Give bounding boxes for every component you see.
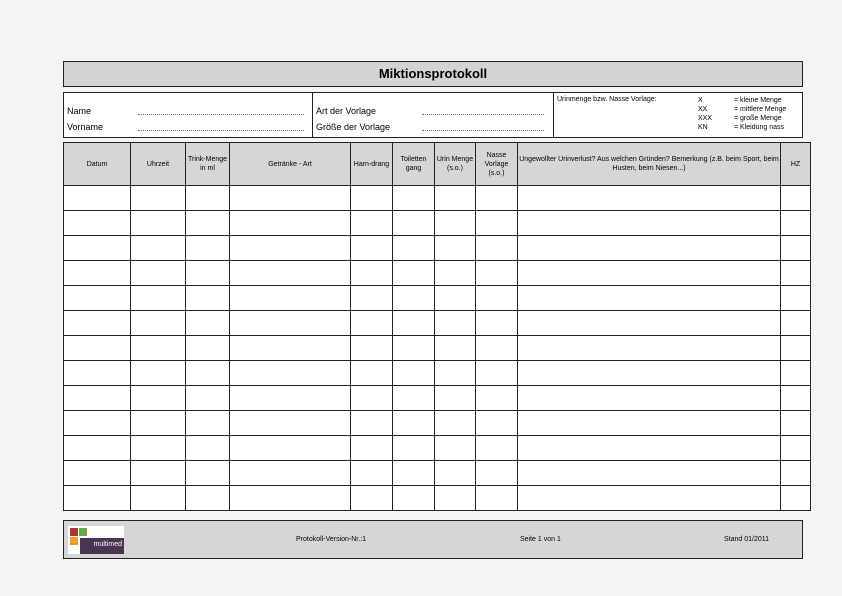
table-cell[interactable] (476, 436, 518, 461)
table-cell[interactable] (476, 461, 518, 486)
table-cell[interactable] (476, 236, 518, 261)
column-header: Harn-drang (351, 143, 393, 186)
table-cell[interactable] (435, 411, 476, 436)
legend-desc: = große Menge (734, 115, 782, 122)
table-cell[interactable] (393, 361, 435, 386)
table-cell[interactable] (186, 386, 230, 411)
table-cell[interactable] (351, 436, 393, 461)
table-cell[interactable] (230, 411, 351, 436)
table-cell[interactable] (64, 211, 131, 236)
table-cell[interactable] (131, 311, 186, 336)
table-cell[interactable] (476, 336, 518, 361)
table-cell[interactable] (518, 311, 781, 336)
table-cell[interactable] (435, 486, 476, 511)
legend-desc: = kleine Menge (734, 97, 782, 104)
table-cell[interactable] (393, 386, 435, 411)
table-cell[interactable] (64, 336, 131, 361)
table-cell[interactable] (518, 411, 781, 436)
table-cell[interactable] (781, 461, 811, 486)
table-cell[interactable] (186, 361, 230, 386)
page-text: Seite 1 von 1 (520, 536, 561, 543)
table-cell[interactable] (64, 461, 131, 486)
vorname-field[interactable] (138, 122, 304, 131)
legend-code: XX (698, 106, 708, 113)
table-row (64, 361, 811, 386)
legend-code: X (698, 97, 703, 104)
table-cell[interactable] (435, 211, 476, 236)
table-cell[interactable] (64, 436, 131, 461)
page-title: Miktionsprotokoll (63, 61, 803, 87)
table-cell[interactable] (476, 211, 518, 236)
table-cell[interactable] (230, 261, 351, 286)
table-cell[interactable] (186, 486, 230, 511)
table-cell[interactable] (435, 186, 476, 211)
table-cell[interactable] (64, 236, 131, 261)
table-cell[interactable] (186, 186, 230, 211)
table-cell[interactable] (393, 261, 435, 286)
table-cell[interactable] (131, 436, 186, 461)
legend-desc: = Kleidung nass (734, 124, 785, 131)
multimed-logo (68, 526, 124, 554)
table-cell[interactable] (781, 236, 811, 261)
column-header: Nasse Vorlage (s.o.) (476, 143, 518, 186)
table-cell[interactable] (64, 411, 131, 436)
table-cell[interactable] (476, 286, 518, 311)
logo-square-icon (70, 537, 78, 545)
table-cell[interactable] (186, 461, 230, 486)
table-cell[interactable] (518, 461, 781, 486)
table-cell[interactable] (476, 311, 518, 336)
table-cell[interactable] (351, 186, 393, 211)
table-cell[interactable] (64, 186, 131, 211)
table-cell[interactable] (393, 286, 435, 311)
table-cell[interactable] (131, 386, 186, 411)
table-cell[interactable] (393, 236, 435, 261)
table-cell[interactable] (230, 236, 351, 261)
table-cell[interactable] (64, 286, 131, 311)
table-cell[interactable] (131, 361, 186, 386)
table-cell[interactable] (435, 361, 476, 386)
logo-square-icon (79, 528, 87, 536)
table-cell[interactable] (781, 311, 811, 336)
table-cell[interactable] (781, 386, 811, 411)
table-cell[interactable] (476, 261, 518, 286)
table-cell[interactable] (131, 186, 186, 211)
table-cell[interactable] (781, 286, 811, 311)
table-cell[interactable] (435, 311, 476, 336)
table-cell[interactable] (781, 261, 811, 286)
table-cell[interactable] (351, 336, 393, 361)
table-cell[interactable] (230, 211, 351, 236)
legend-code: KN (698, 124, 708, 131)
legend-item (698, 96, 786, 105)
column-header: Toiletten gang (393, 143, 435, 186)
table-cell[interactable] (131, 286, 186, 311)
logo-text: multimed (80, 538, 124, 554)
table-cell[interactable] (351, 386, 393, 411)
table-cell[interactable] (393, 436, 435, 461)
table-cell[interactable] (351, 261, 393, 286)
table-cell[interactable] (476, 186, 518, 211)
name-label: Name (67, 106, 92, 116)
table-cell[interactable] (230, 286, 351, 311)
table-cell[interactable] (64, 486, 131, 511)
column-header: Urin Menge (s.o.) (435, 143, 476, 186)
table-cell[interactable] (351, 361, 393, 386)
legend-code: XXX (698, 115, 713, 122)
column-header: HZ (781, 143, 811, 186)
logo-square-icon (70, 528, 78, 536)
table-cell[interactable] (518, 336, 781, 361)
table-cell[interactable] (230, 361, 351, 386)
column-header: Getränke - Art (230, 143, 351, 186)
groesse-field[interactable] (422, 122, 544, 131)
table-cell[interactable] (131, 336, 186, 361)
table-cell[interactable] (781, 186, 811, 211)
art-field[interactable] (422, 106, 544, 115)
table-cell[interactable] (435, 436, 476, 461)
table-row (64, 436, 811, 461)
table-row (64, 186, 811, 211)
table-row (64, 461, 811, 486)
table-cell[interactable] (131, 261, 186, 286)
table-cell[interactable] (186, 286, 230, 311)
table-cell[interactable] (230, 486, 351, 511)
table-cell[interactable] (518, 211, 781, 236)
table-row (64, 261, 811, 286)
table-cell[interactable] (64, 261, 131, 286)
table-cell[interactable] (351, 486, 393, 511)
table-cell[interactable] (186, 261, 230, 286)
version-text: Protokoll-Version-Nr.:1 (296, 536, 367, 543)
table-cell[interactable] (351, 411, 393, 436)
table-cell[interactable] (781, 211, 811, 236)
table-cell[interactable] (781, 361, 811, 386)
table-cell[interactable] (64, 386, 131, 411)
table-cell[interactable] (435, 236, 476, 261)
miction-table (63, 142, 811, 511)
table-cell[interactable] (781, 411, 811, 436)
table-cell[interactable] (186, 236, 230, 261)
table-cell[interactable] (518, 436, 781, 461)
table-cell[interactable] (476, 486, 518, 511)
table-cell[interactable] (131, 211, 186, 236)
table-cell[interactable] (186, 411, 230, 436)
table-cell[interactable] (351, 211, 393, 236)
table-cell[interactable] (435, 336, 476, 361)
groesse-label: Größe der Vorlage (316, 122, 391, 132)
column-header: Ungewollter Urinverlust? Aus welchen Gründen? Bemerkung (z.B. beim Sport, beim Husten, beim Niesen...) (518, 143, 781, 186)
table-cell[interactable] (351, 236, 393, 261)
column-header: Uhrzeit (131, 143, 186, 186)
table-cell[interactable] (131, 236, 186, 261)
table-cell[interactable] (186, 311, 230, 336)
table-cell[interactable] (351, 286, 393, 311)
table-row (64, 236, 811, 261)
name-field[interactable] (138, 106, 304, 115)
table-cell[interactable] (435, 286, 476, 311)
table-cell[interactable] (230, 311, 351, 336)
table-cell[interactable] (351, 311, 393, 336)
table-cell[interactable] (393, 411, 435, 436)
table-cell[interactable] (230, 436, 351, 461)
table-cell[interactable] (476, 361, 518, 386)
table-cell[interactable] (518, 186, 781, 211)
table-cell[interactable] (435, 461, 476, 486)
table-cell[interactable] (131, 486, 186, 511)
table-cell[interactable] (393, 311, 435, 336)
table-cell[interactable] (518, 261, 781, 286)
table-cell[interactable] (435, 261, 476, 286)
table-row (64, 286, 811, 311)
table-cell[interactable] (393, 486, 435, 511)
legend-item (698, 105, 786, 114)
stand-text: Stand 01/2011 (724, 536, 770, 543)
table-row (64, 336, 811, 361)
table-cell[interactable] (64, 361, 131, 386)
table-cell[interactable] (518, 286, 781, 311)
table-row (64, 386, 811, 411)
table-cell[interactable] (518, 486, 781, 511)
table-cell[interactable] (518, 236, 781, 261)
table-cell[interactable] (781, 336, 811, 361)
table-cell[interactable] (230, 386, 351, 411)
column-header: Datum (64, 143, 131, 186)
table-row (64, 311, 811, 336)
table-cell[interactable] (781, 486, 811, 511)
legend-desc: = mittlere Menge (734, 106, 787, 113)
legend-item (698, 123, 786, 132)
table-cell[interactable] (518, 361, 781, 386)
table-cell[interactable] (781, 436, 811, 461)
table-cell[interactable] (186, 336, 230, 361)
table-cell[interactable] (230, 461, 351, 486)
table-cell[interactable] (518, 386, 781, 411)
table-cell[interactable] (393, 336, 435, 361)
table-cell[interactable] (393, 461, 435, 486)
vorname-label: Vorname (67, 122, 104, 132)
column-header: Trink-Menge in ml (186, 143, 230, 186)
art-label: Art der Vorlage (316, 106, 377, 116)
table-cell[interactable] (186, 211, 230, 236)
table-cell[interactable] (186, 436, 230, 461)
table-cell[interactable] (230, 336, 351, 361)
table-cell[interactable] (230, 186, 351, 211)
table-cell[interactable] (476, 386, 518, 411)
table-cell[interactable] (476, 411, 518, 436)
table-cell[interactable] (393, 186, 435, 211)
table-row (64, 211, 811, 236)
footer (63, 520, 803, 559)
table-cell[interactable] (131, 411, 186, 436)
patient-info-box (63, 92, 803, 138)
legend-item (698, 114, 786, 123)
table-cell[interactable] (64, 311, 131, 336)
table-cell[interactable] (351, 461, 393, 486)
legend-title: Urinmenge bzw. Nasse Vorlage: (557, 96, 657, 103)
table-cell[interactable] (393, 211, 435, 236)
table-cell[interactable] (435, 386, 476, 411)
table-row (64, 486, 811, 511)
table-cell[interactable] (131, 461, 186, 486)
table-row (64, 411, 811, 436)
